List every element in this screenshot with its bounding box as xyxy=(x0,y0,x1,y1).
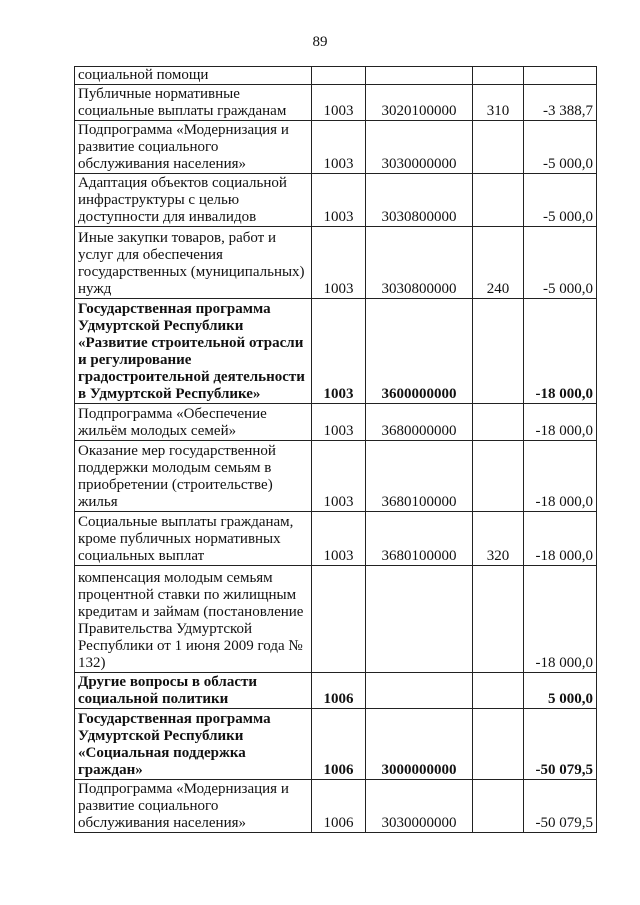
table-row xyxy=(75,174,597,227)
row-target-code: 3680000000 xyxy=(366,404,473,441)
row-amount: -50 079,5 xyxy=(524,780,597,833)
row-expense-type: 320 xyxy=(473,512,524,566)
row-amount: 5 000,0 xyxy=(524,673,597,709)
table-row xyxy=(75,441,597,512)
table-row xyxy=(75,566,597,673)
row-target-code xyxy=(366,566,473,673)
row-name: Другие вопросы в области социальной политики xyxy=(75,673,312,709)
row-section: 1003 xyxy=(312,85,366,121)
row-expense-type: 240 xyxy=(473,227,524,299)
row-target-code: 3000000000 xyxy=(366,709,473,780)
row-section: 1006 xyxy=(312,673,366,709)
budget-table-body xyxy=(75,67,597,833)
row-expense-type xyxy=(473,174,524,227)
row-expense-type xyxy=(473,299,524,404)
table-row xyxy=(75,512,597,566)
row-expense-type xyxy=(473,780,524,833)
row-expense-type xyxy=(473,404,524,441)
row-target-code: 3600000000 xyxy=(366,299,473,404)
row-target-code: 3680100000 xyxy=(366,512,473,566)
table-row xyxy=(75,85,597,121)
row-target-code: 3680100000 xyxy=(366,441,473,512)
row-name: компенсация молодым семьям процентной ставки по жилищным кредитам и займам (постановление Правительства Удмуртской Республики от 1 июня 2009 года № 132) xyxy=(75,566,312,673)
row-name: Государственная программа Удмуртской Республики «Социальная поддержка граждан» xyxy=(75,709,312,780)
row-section: 1003 xyxy=(312,512,366,566)
row-name: Оказание мер государственной поддержки молодым семьям в приобретении (строительстве) жилья xyxy=(75,441,312,512)
table-row xyxy=(75,709,597,780)
row-name: социальной помощи xyxy=(75,67,312,85)
table-row xyxy=(75,227,597,299)
row-target-code: 3030000000 xyxy=(366,780,473,833)
row-name: Государственная программа Удмуртской Республики «Развитие строительной отрасли и регулирование градостроительной деятельности в Удмуртской Республике» xyxy=(75,299,312,404)
row-section: 1006 xyxy=(312,709,366,780)
table-row xyxy=(75,121,597,174)
row-section: 1003 xyxy=(312,121,366,174)
row-expense-type xyxy=(473,67,524,85)
row-amount: -50 079,5 xyxy=(524,709,597,780)
row-target-code: 3030000000 xyxy=(366,121,473,174)
row-amount: -18 000,0 xyxy=(524,441,597,512)
row-name: Публичные нормативные социальные выплаты гражданам xyxy=(75,85,312,121)
row-section: 1003 xyxy=(312,404,366,441)
row-amount: -5 000,0 xyxy=(524,174,597,227)
row-target-code: 3020100000 xyxy=(366,85,473,121)
row-target-code: 3030800000 xyxy=(366,227,473,299)
row-expense-type xyxy=(473,566,524,673)
row-amount: -18 000,0 xyxy=(524,299,597,404)
row-section: 1006 xyxy=(312,780,366,833)
row-name: Подпрограмма «Модернизация и развитие социального обслуживания населения» xyxy=(75,780,312,833)
row-target-code xyxy=(366,673,473,709)
row-amount: -18 000,0 xyxy=(524,404,597,441)
table-row xyxy=(75,780,597,833)
row-section: 1003 xyxy=(312,299,366,404)
row-amount: -5 000,0 xyxy=(524,227,597,299)
row-amount: -18 000,0 xyxy=(524,566,597,673)
row-target-code: 3030800000 xyxy=(366,174,473,227)
row-target-code xyxy=(366,67,473,85)
row-section: 1003 xyxy=(312,174,366,227)
row-name: Адаптация объектов социальной инфраструктуры с целью доступности для инвалидов xyxy=(75,174,312,227)
table-row xyxy=(75,299,597,404)
table-row xyxy=(75,404,597,441)
row-section: 1003 xyxy=(312,227,366,299)
row-name: Социальные выплаты гражданам, кроме публичных нормативных социальных выплат xyxy=(75,512,312,566)
row-expense-type xyxy=(473,673,524,709)
row-name: Подпрограмма «Модернизация и развитие социального обслуживания населения» xyxy=(75,121,312,174)
row-name: Иные закупки товаров, работ и услуг для обеспечения государственных (муниципальных) нужд xyxy=(75,227,312,299)
row-amount: -3 388,7 xyxy=(524,85,597,121)
row-name: Подпрограмма «Обеспечение жильём молодых семей» xyxy=(75,404,312,441)
table-row xyxy=(75,67,597,85)
page-number: 89 xyxy=(312,34,328,50)
budget-table xyxy=(74,66,597,833)
row-amount xyxy=(524,67,597,85)
row-amount: -5 000,0 xyxy=(524,121,597,174)
row-amount: -18 000,0 xyxy=(524,512,597,566)
row-expense-type xyxy=(473,121,524,174)
row-expense-type xyxy=(473,441,524,512)
table-row xyxy=(75,673,597,709)
row-expense-type xyxy=(473,709,524,780)
row-section xyxy=(312,566,366,673)
row-section xyxy=(312,67,366,85)
row-expense-type: 310 xyxy=(473,85,524,121)
row-section: 1003 xyxy=(312,441,366,512)
